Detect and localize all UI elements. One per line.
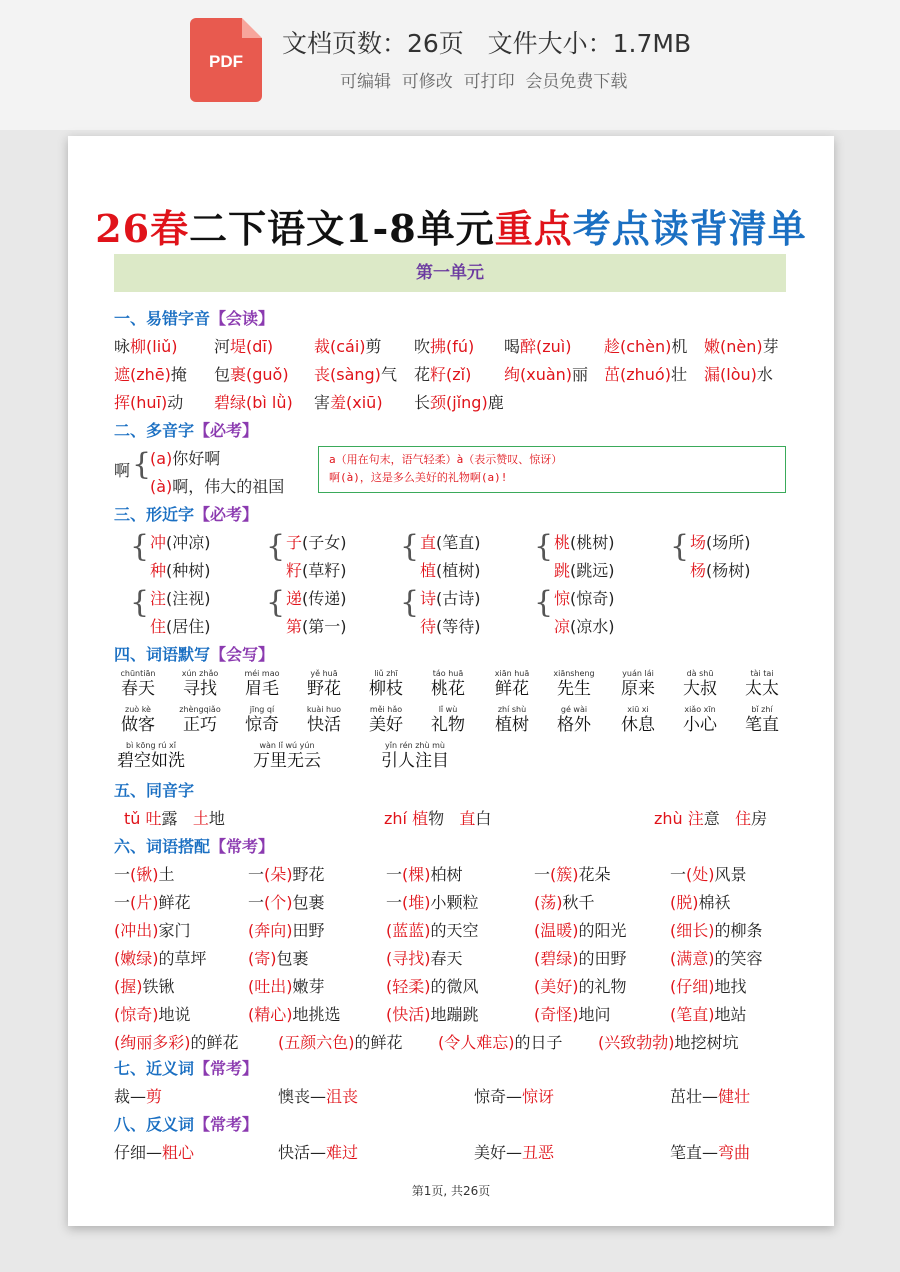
section-title: 六、词语搭配【常考】	[114, 837, 275, 856]
section-title: 四、词语默写【会写】	[114, 645, 275, 664]
vocab-word: chūntiān 春天	[120, 669, 156, 699]
similar-char-item: 诗(古诗)	[420, 589, 481, 608]
vocab-word: zuò kè 做客	[121, 705, 155, 735]
vocab-word: táo huā 桃花	[431, 669, 465, 699]
pronunciation-item: 裁(cái)剪	[314, 337, 382, 356]
word-pair: 裁—剪	[114, 1087, 163, 1106]
brace: {	[130, 529, 150, 564]
similar-char-item: 冲(冲凉)	[150, 533, 211, 552]
vocab-word: yě huā 野花	[307, 669, 341, 699]
collocation-item: (绚丽多彩)的鲜花	[114, 1033, 239, 1052]
collocation-item: (细长)的柳条	[670, 921, 763, 940]
collocation-item: (奇怪)地问	[534, 1005, 611, 1024]
section-title: 八、反义词【常考】	[114, 1115, 259, 1134]
collocation-item: (笔直)地站	[670, 1005, 747, 1024]
brace: {	[534, 529, 554, 564]
pronunciation-item: 趁(chèn)机	[604, 337, 688, 356]
collocation-item: (令人难忘)的日子	[438, 1033, 563, 1052]
pronunciation-item: 嫩(nèn)芽	[704, 337, 779, 356]
vocab-word: xún zhǎo 寻找	[181, 669, 219, 699]
collocation-item: 一(簇)花朵	[534, 865, 611, 884]
collocation-item: (嫩绿)的草坪	[114, 949, 207, 968]
similar-char-item: 跳(跳远)	[554, 561, 615, 580]
collocation-item: 一(棵)柏树	[386, 865, 463, 884]
collocation-item: 一(锹)土	[114, 865, 175, 884]
polyphone-line: (a)你好啊	[150, 449, 221, 468]
vocab-word: tài tai 太太	[745, 669, 779, 699]
similar-char-item: 注(注视)	[150, 589, 211, 608]
pronunciation-item: 河堤(dī)	[214, 337, 274, 356]
collocation-item: (寄)包裹	[248, 949, 309, 968]
pronunciation-item: 茁(zhuó)壮	[604, 365, 687, 384]
similar-char-item: 待(等待)	[420, 617, 481, 636]
brace: {	[132, 447, 152, 482]
similar-char-item: 桃(桃树)	[554, 533, 615, 552]
homophone-item: tǔ 吐露 土地	[124, 809, 225, 828]
word-pair: 惊奇—惊讶	[474, 1087, 555, 1106]
pronunciation-item: 碧绿(bì lǜ)	[214, 393, 293, 412]
polyphone-line: (à)啊，伟大的祖国	[150, 477, 285, 496]
unit-banner: 第一单元	[114, 254, 786, 292]
collocation-item: (兴致勃勃)地挖树坑	[598, 1033, 739, 1052]
collocation-item: (精心)地挑选	[248, 1005, 341, 1024]
section-title: 一、易错字音【会读】	[114, 309, 275, 328]
collocation-item: (吐出)嫩芽	[248, 977, 325, 996]
brace: {	[670, 529, 690, 564]
pronunciation-item: 咏柳(liǔ)	[114, 337, 178, 356]
similar-char-item: 直(笔直)	[420, 533, 481, 552]
homophone-item: zhí 植物 直白	[384, 809, 492, 828]
pronunciation-item: 挥(huī)动	[114, 393, 184, 412]
file-meta: 文档页数：26页 文件大小：1.7MB	[282, 29, 692, 58]
vocab-word: zhí shù 植树	[495, 705, 529, 735]
word-pair: 美好—丑恶	[474, 1143, 555, 1162]
vocab-word: xiǎo xīn 小心	[683, 705, 717, 735]
vocab-word: bǐ zhí 笔直	[745, 705, 779, 735]
collocation-item: 一(朵)野花	[248, 865, 325, 884]
page-title: 26春二下语文1-8单元重点考点读背清单	[95, 206, 807, 251]
similar-char-item: 籽(草籽)	[286, 561, 347, 580]
similar-char-item: 凉(凉水)	[554, 617, 615, 636]
similar-char-item: 惊(惊奇)	[554, 589, 615, 608]
similar-char-item: 杨(杨树)	[690, 561, 751, 580]
page-footer: 第1页, 共26页	[411, 1184, 491, 1198]
collocation-item: (仔细)地找	[670, 977, 747, 996]
word-pair: 笔直—弯曲	[670, 1143, 751, 1162]
collocation-item: (蓝蓝)的天空	[386, 921, 479, 940]
vocab-word: méi mao 眉毛	[244, 669, 280, 699]
pronunciation-item: 丧(sàng)气	[314, 365, 397, 384]
collocation-item: (碧绿)的田野	[534, 949, 627, 968]
section-title: 五、同音字	[114, 781, 195, 800]
pronunciation-item: 包裹(guǒ)	[214, 365, 289, 384]
vocab-word: xiānsheng 先生	[553, 669, 595, 699]
similar-char-item: 子(子女)	[286, 533, 347, 552]
vocab-word: xiū xi 休息	[621, 705, 655, 735]
collocation-item: 一(处)风景	[670, 865, 747, 884]
collocation-item: (温暖)的阳光	[534, 921, 627, 940]
word-pair: 茁壮—健壮	[670, 1087, 751, 1106]
polyphone-note-box: a（用在句末，语气轻柔）à（表示赞叹、惊讶） 啊(à)，这是多么美好的礼物啊(a)!	[318, 446, 786, 493]
vocab-word: měi hǎo 美好	[369, 705, 403, 735]
brace: {	[130, 585, 150, 620]
word-pair: 快活—难过	[278, 1143, 359, 1162]
word-pair: 懊丧—沮丧	[278, 1087, 359, 1106]
vocab-word: liǔ zhī 柳枝	[369, 669, 403, 699]
pronunciation-item: 遮(zhē)掩	[114, 365, 187, 384]
similar-char-item: 场(场所)	[690, 533, 751, 552]
vocab-word: yuán lái 原来	[621, 669, 655, 699]
section-title: 三、形近字【必考】	[114, 505, 259, 524]
document-page	[68, 136, 834, 1226]
vocab-word: dà shū 大叔	[683, 669, 717, 699]
collocation-item: (快活)地蹦跳	[386, 1005, 479, 1024]
pronunciation-item: 绚(xuàn)丽	[504, 365, 589, 384]
collocation-item: 一(堆)小颗粒	[386, 893, 479, 912]
collocation-item: (脱)棉袄	[670, 893, 731, 912]
pronunciation-item: 花籽(zǐ)	[414, 365, 472, 384]
pdf-file-icon: PDF	[190, 18, 262, 102]
collocation-item: 一(片)鲜花	[114, 893, 191, 912]
collocation-item: (美好)的礼物	[534, 977, 627, 996]
brace: {	[400, 585, 420, 620]
section-title: 二、多音字【必考】	[114, 421, 259, 440]
pronunciation-item: 长颈(jǐng)鹿	[414, 393, 504, 412]
similar-char-item: 种(种树)	[150, 561, 211, 580]
download-header	[0, 0, 900, 130]
pronunciation-item: 吹拂(fú)	[414, 337, 475, 356]
file-features: 可编辑 可修改 可打印 会员免费下载	[340, 72, 628, 92]
vocab-idiom: wàn lǐ wú yún 万里无云	[253, 741, 321, 771]
vocab-idiom: yǐn rén zhù mù 引人注目	[381, 741, 449, 771]
vocab-word: kuài huo 快活	[306, 705, 342, 735]
brace: {	[266, 529, 286, 564]
collocation-item: (五颜六色)的鲜花	[278, 1033, 403, 1052]
collocation-item: (冲出)家门	[114, 921, 191, 940]
collocation-item: (寻找)春天	[386, 949, 463, 968]
collocation-item: 一(个)包裹	[248, 893, 325, 912]
vocab-word: gé wài 格外	[557, 705, 591, 735]
collocation-item: (惊奇)地说	[114, 1005, 191, 1024]
collocation-item: (握)铁锹	[114, 977, 175, 996]
vocab-word: lǐ wù 礼物	[431, 705, 465, 735]
collocation-item: (轻柔)的微风	[386, 977, 479, 996]
section-title: 七、近义词【常考】	[114, 1059, 259, 1078]
similar-char-item: 植(植树)	[420, 561, 481, 580]
collocation-item: (荡)秋千	[534, 893, 595, 912]
vocab-idiom: bì kōng rú xǐ 碧空如洗	[117, 741, 185, 771]
homophone-item: zhù 注意 住房	[654, 809, 768, 828]
vocab-word: jīng qí 惊奇	[245, 705, 279, 735]
word-pair: 仔细—粗心	[114, 1143, 195, 1162]
vocab-word: xiān huā 鲜花	[494, 669, 530, 699]
brace: {	[534, 585, 554, 620]
similar-char-item: 递(传递)	[286, 589, 347, 608]
pronunciation-item: 害羞(xiū)	[314, 393, 383, 412]
brace: {	[400, 529, 420, 564]
similar-char-item: 第(第一)	[286, 617, 347, 636]
pronunciation-item: 喝醉(zuì)	[504, 337, 572, 356]
collocation-item: (奔向)田野	[248, 921, 325, 940]
vocab-word: zhèngqiǎo 正巧	[179, 705, 221, 735]
brace: {	[266, 585, 286, 620]
polyphone-char: 啊	[114, 461, 131, 480]
similar-char-item: 住(居住)	[150, 617, 211, 636]
collocation-item: (满意)的笑容	[670, 949, 763, 968]
pronunciation-item: 漏(lòu)水	[704, 365, 773, 384]
